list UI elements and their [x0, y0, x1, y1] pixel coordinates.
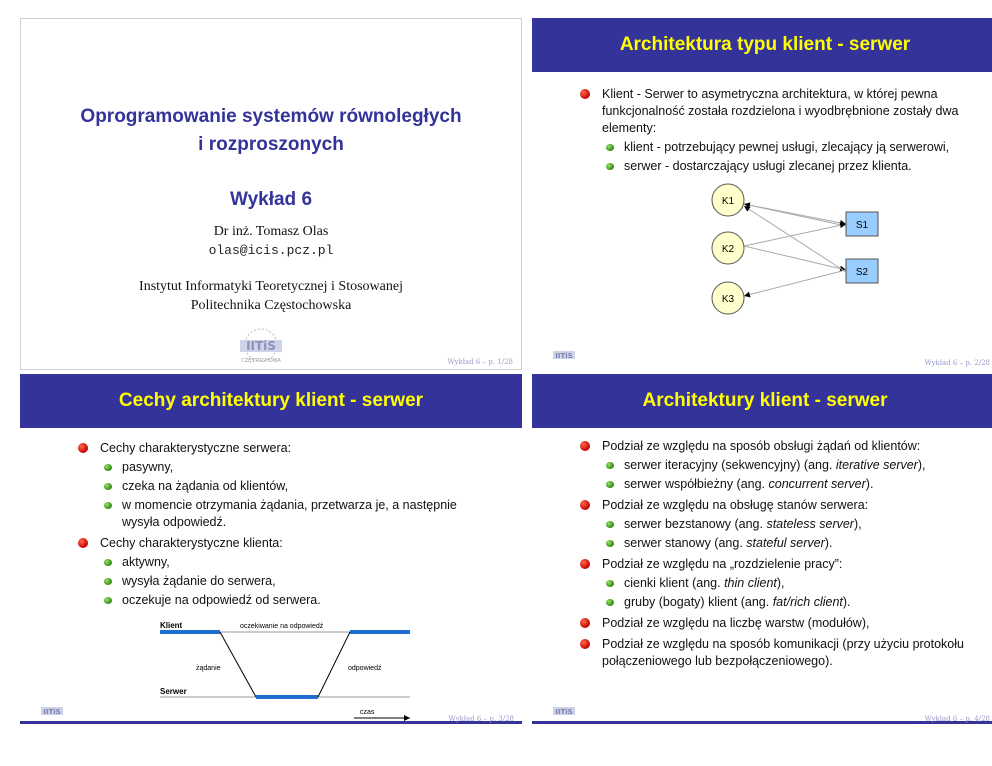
server-node-s1 [846, 212, 878, 236]
list-item [602, 139, 980, 156]
list-item [580, 497, 988, 552]
svg-text:IITiS: IITiS [246, 339, 276, 353]
slide-client-server-architecture [532, 18, 992, 370]
client-label: K2 [721, 244, 735, 255]
list-item [100, 497, 478, 531]
english-term: iterative server [835, 458, 918, 472]
institute [21, 277, 521, 315]
lecture-number: Wykład 6 [229, 189, 313, 210]
sub-text-end: ), [917, 458, 926, 472]
green-bullet-icon [606, 144, 614, 151]
red-bullet-icon [580, 441, 590, 451]
client-active-bar [350, 630, 410, 634]
sub-list [100, 459, 478, 531]
red-bullet-icon [580, 618, 590, 628]
sub-bullet-text: serwer - dostarczający usługi zlecanej przez klienta. [624, 159, 912, 173]
institute-line-2: Politechnika Częstochowska [190, 298, 352, 313]
sub-bullet-text: oczekuje na odpowiedź od serwera. [122, 593, 321, 607]
bullet-text: Klient - Serwer to asymetryczna architektura, w której pewna funkcjonalność została rozdzielona i wyodbrębnione zostały dwa elementy: [602, 87, 959, 135]
author-name: Dr inż. Tomasz Olas [213, 224, 329, 239]
connection-lines [744, 204, 846, 296]
green-bullet-icon [606, 481, 614, 488]
svg-text:IITiS: IITiS [555, 708, 573, 716]
english-term: concurrent server [768, 477, 866, 491]
client-label: Klient [160, 621, 183, 630]
sub-list [602, 457, 988, 493]
green-bullet-icon [104, 597, 112, 604]
red-bullet-icon [78, 538, 88, 548]
bullet-list [580, 86, 980, 179]
client-node-k3 [712, 282, 744, 314]
bullet-text: Podział ze względu na sposób komunikacji (przy użyciu protokołu połączeniowego lub bezpołączeniowego). [602, 637, 964, 668]
lecture-title [21, 103, 521, 159]
green-bullet-icon [104, 578, 112, 585]
list-item [580, 86, 980, 175]
sub-list [602, 139, 980, 175]
request-label: żądanie [196, 665, 221, 672]
english-term: stateful server [746, 536, 825, 550]
list-item [602, 575, 988, 592]
sub-text: gruby (bogaty) klient (ang. [624, 595, 773, 609]
svg-text:CZĘSTOCHOWA: CZĘSTOCHOWA [241, 358, 281, 364]
list-item [100, 459, 478, 476]
client-active-bar [160, 630, 220, 634]
server-label: S2 [855, 267, 869, 278]
list-item [602, 158, 980, 175]
bullet-text: Cechy charakterystyczne klienta: [100, 536, 283, 550]
list-item [602, 476, 988, 493]
red-bullet-icon [78, 443, 88, 453]
sub-bullet-text: aktywny, [122, 555, 170, 569]
list-item [78, 440, 478, 531]
list-item [602, 594, 988, 611]
slide-footer: Wykład 6 – p. 2/28 [924, 359, 990, 367]
green-bullet-icon [104, 464, 112, 471]
title-line-1: Oprogramowanie systemów równoległych [80, 106, 462, 127]
title-line-2: i rozproszonych [198, 134, 344, 155]
bullet-text: Podział ze względu na obsługę stanów serwera: [602, 498, 869, 512]
time-label: czas [360, 709, 375, 716]
server-label: S1 [855, 220, 869, 231]
list-item [580, 556, 988, 611]
list-item [580, 636, 988, 670]
bullet-text: Podział ze względu na „rozdzielenie pracy”: [602, 557, 843, 571]
list-item [602, 457, 988, 474]
list-item [602, 535, 988, 552]
red-bullet-icon [580, 500, 590, 510]
iits-logo-icon [552, 348, 576, 362]
svg-text:IITiS: IITiS [555, 352, 573, 360]
sub-text: serwer współbieżny (ang. [624, 477, 769, 491]
green-bullet-icon [606, 521, 614, 528]
green-bullet-icon [606, 580, 614, 587]
client-label: K3 [721, 294, 735, 305]
server-label: Serwer [160, 687, 187, 696]
list-item [602, 516, 988, 533]
author-email: olas@icis.pcz.pl [208, 243, 334, 258]
list-item [78, 535, 478, 609]
green-bullet-icon [606, 540, 614, 547]
bullet-text: Cechy charakterystyczne serwera: [100, 441, 292, 455]
list-item [100, 478, 478, 495]
sub-text-end: ). [842, 595, 851, 609]
sub-text-end: ). [865, 477, 874, 491]
sub-bullet-text: wysyła żądanie do serwera, [122, 574, 276, 588]
list-item [100, 592, 478, 609]
green-bullet-icon [606, 462, 614, 469]
bullet-list [78, 440, 478, 613]
sub-list [602, 516, 988, 552]
slide-client-server-architectures [532, 374, 992, 726]
bullet-text: Podział ze względu na liczbę warstw (modułów), [602, 616, 870, 630]
iits-logo-icon [228, 327, 294, 365]
bullet-text: Podział ze względu na sposób obsługi żądań od klientów: [602, 439, 921, 453]
sub-text: serwer stanowy (ang. [624, 536, 747, 550]
green-bullet-icon [606, 163, 614, 170]
server-active-bar [256, 695, 318, 699]
sub-bullet-text: w momencie otrzymania żądania, przetwarza je, a następnie wysyła odpowiedź. [122, 498, 457, 529]
sub-list [602, 575, 988, 611]
english-term: fat/rich client [772, 595, 843, 609]
green-bullet-icon [104, 559, 112, 566]
english-term: thin client [724, 576, 777, 590]
bottom-rule [532, 721, 992, 724]
slide-client-server-features [20, 374, 522, 726]
sub-bullet-text: pasywny, [122, 460, 174, 474]
waiting-label: oczekiwanie na odpowiedź [240, 623, 324, 630]
response-label: odpowiedź [348, 665, 382, 672]
green-bullet-icon [104, 483, 112, 490]
client-node-k1 [712, 184, 744, 216]
red-bullet-icon [580, 639, 590, 649]
iits-logo-icon [40, 704, 64, 718]
sub-text: cienki klient (ang. [624, 576, 725, 590]
iits-logo-icon [552, 704, 576, 718]
green-bullet-icon [104, 502, 112, 509]
slide-header: Cechy architektury klient - serwer [20, 374, 522, 428]
slide-footer: Wykład 6 – p. 3/28 [448, 715, 514, 723]
green-bullet-icon [606, 599, 614, 606]
sub-text-end: ). [824, 536, 833, 550]
slide-header: Architektury klient - serwer [532, 374, 992, 428]
sub-text-end: ), [853, 517, 862, 531]
list-item [100, 573, 478, 590]
client-node-k2 [712, 232, 744, 264]
client-label: K1 [721, 196, 735, 207]
institute-line-1: Instytut Informatyki Teoretycznej i Stosowanej [139, 279, 403, 294]
red-bullet-icon [580, 559, 590, 569]
bullet-list [580, 438, 988, 674]
sub-text-end: ), [776, 576, 785, 590]
red-bullet-icon [580, 89, 590, 99]
response-arrow [318, 632, 350, 697]
list-item [100, 554, 478, 571]
sub-list [100, 554, 478, 609]
svg-text:IITiS: IITiS [43, 708, 61, 716]
request-arrow [220, 632, 256, 697]
slide-footer: Wykład 6 – p. 1/28 [447, 358, 513, 366]
list-item [580, 615, 988, 632]
bottom-rule [20, 721, 522, 724]
slide-header: Architektura typu klient - serwer [532, 18, 992, 72]
list-item [580, 438, 988, 493]
slide-footer: Wykład 6 – p. 4/28 [924, 715, 990, 723]
client-server-diagram [702, 180, 882, 320]
sub-bullet-text: czeka na żądania od klientów, [122, 479, 289, 493]
sub-bullet-text: klient - potrzebujący pewnej usługi, zlecający ją serwerowi, [624, 140, 950, 154]
sub-text: serwer bezstanowy (ang. [624, 517, 767, 531]
server-node-s2 [846, 259, 878, 283]
slide-title [20, 18, 522, 370]
sub-text: serwer iteracyjny (sekwencyjny) (ang. [624, 458, 836, 472]
timing-diagram [160, 618, 420, 722]
english-term: stateless server [766, 517, 854, 531]
